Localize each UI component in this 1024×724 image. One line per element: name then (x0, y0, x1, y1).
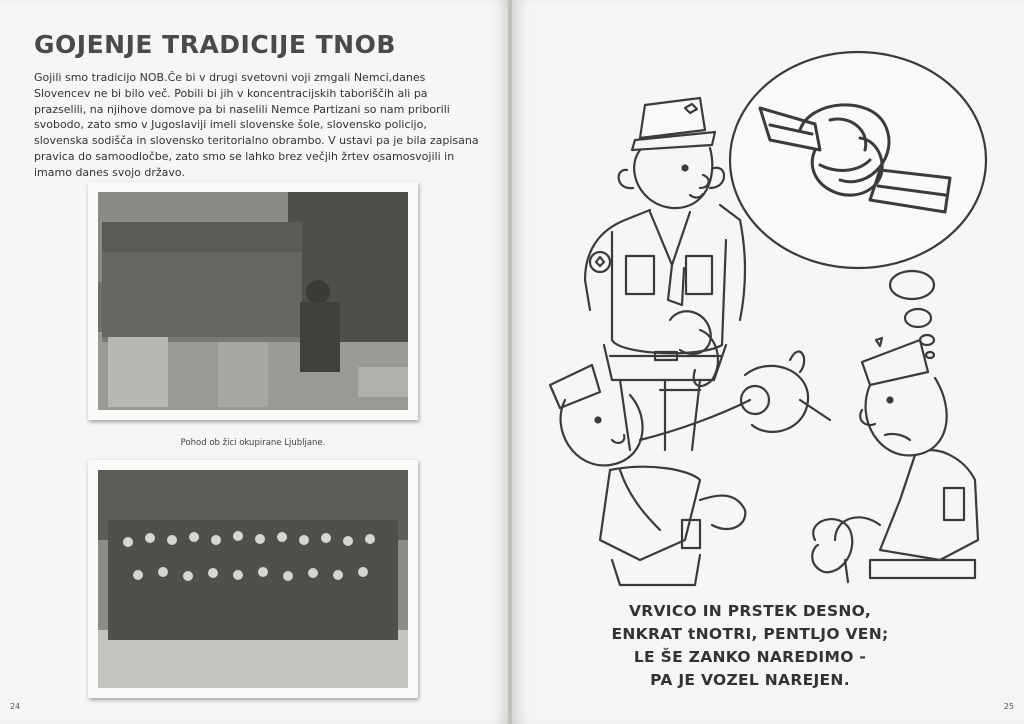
small-scout-right (812, 338, 978, 582)
page-number: 25 (1003, 702, 1014, 711)
photo-caption: Pohod ob žici okupirane Ljubljane. (180, 438, 326, 448)
rhyme-line: PA JE VOZEL NAREJEN. (650, 671, 850, 689)
tall-scout (585, 98, 745, 450)
knot-rhyme (520, 600, 980, 692)
page-title: GOJENJE TRADICIJE TNOB (34, 30, 396, 59)
page-number: 24 (10, 702, 21, 711)
body-paragraph: Gojili smo tradicijo NOB.Če bi v drugi svetovni voji zmgali Nemci,danes Slovencev ne bi bilo več. Pobili bi jih v koncentracijskih taboriščih ali pa prazselili, na njihove domove pa bi naselili Nemce Partizani so nam priborili svobodo, zato smo v Jugoslaviji imeli slovenske šole, slovensko policijo, slovenska sodišča in slovensko teritorialno obrambo. V ustavi pa je bila zapisana pravica do samoodločbe, zato smo se lahko brez večjih žrtev osamosvojili in imamo danes svojo državo. (34, 71, 479, 179)
thought-bubble (730, 52, 986, 358)
small-scout-left (550, 352, 830, 585)
rhyme-line: VRVICO IN PRSTEK DESNO, (628, 602, 872, 620)
rhyme-line: ENKRAT tNOTRI, PENTLJO VEN; (611, 625, 889, 643)
rhyme-line: LE ŠE ZANKO NAREDIMO - (633, 648, 867, 666)
